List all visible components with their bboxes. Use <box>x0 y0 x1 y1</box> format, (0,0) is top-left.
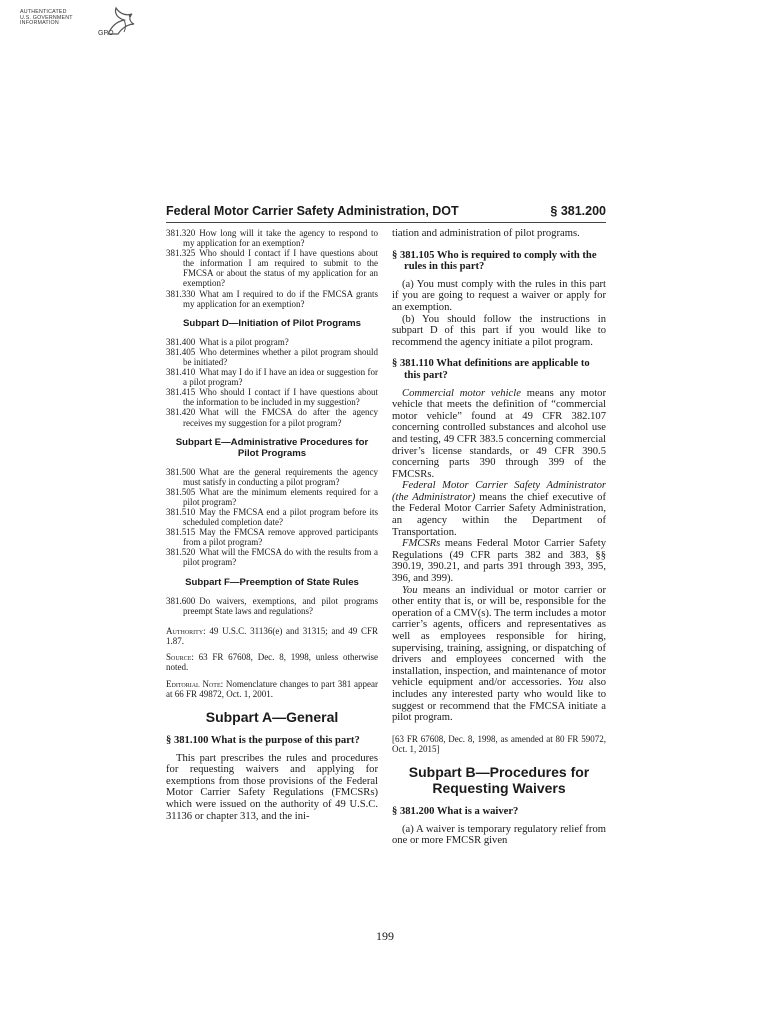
toc-list <box>166 467 378 568</box>
right-column <box>392 228 606 847</box>
left-column <box>166 228 378 822</box>
eagle-icon <box>104 4 138 38</box>
toc-list <box>166 337 378 428</box>
toc-list <box>166 596 378 616</box>
seal-line: U.S. GOVERNMENT <box>20 14 73 21</box>
amendment-citation: [63 FR 67608, Dec. 8, 1998, as amended at 80 FR 59072, Oct. 1, 2015] <box>392 733 606 754</box>
definition-you: You means an individual or motor carrier or other entity that is, or will be, responsible for the operation of a CMV(s). The term includes a motor carrier’s agents, officers and representatives as well as employees responsible for hiring, supervising, training, assigning, or dispatching of drivers and employees concerned with the installation, inspection, and maintenance of motor vehicle equipment and/or accessories. You also includes any interested party who would like to suggest or recommend that the FMCSA initiate a pilot program. <box>392 584 607 724</box>
running-head <box>166 204 606 223</box>
gpo-authentication-seal <box>20 4 142 48</box>
authority-note: Authority: 49 U.S.C. 31136(e) and 31315; and 49 CFR 1.87. <box>166 625 379 646</box>
subpart-d-heading: Subpart D—Initiation of Pilot Programs <box>182 317 362 329</box>
toc-item: 381.330 What am I required to do if the FMCSA grants my application for an exemption? <box>166 288 378 309</box>
seal-gpo-label: GPO <box>98 30 114 37</box>
subpart-b-heading: Subpart B—Procedures for Requesting Waivers <box>408 764 590 797</box>
toc-item: 381.520 What will the FMCSA do with the results from a pilot program? <box>166 547 378 568</box>
seal-line: AUTHENTICATED <box>20 9 67 15</box>
running-head-section: § 381.200 <box>550 204 606 218</box>
toc-item: 381.500 What are the general requirements the agency must satisfy in conducting a pilot program? <box>166 466 378 487</box>
section-381-200-a: (a) A waiver is temporary regulatory relief from one or more FMCSR given <box>392 823 606 847</box>
definition-cmv: Commercial motor vehicle means any motor vehicle that meets the definition of “commercial motor vehicle” found at 49 CFR 382.107 concerning controlled substances and alcohol use and testing, 49 CFR 383.5 concerning commercial driver’s license standards, or 49 CFR 390.5 concerning parts 390 through 399 of the FMCSRs. <box>392 387 606 480</box>
toc-item: 381.405 Who determines whether a pilot program should be initiated? <box>166 346 378 367</box>
editorial-note: Editorial Note: Nomenclature changes to part 381 appear at 66 FR 49872, Oct. 1, 2001. <box>166 678 379 699</box>
section-381-110-heading: § 381.110 What definitions are applicable to this part? <box>392 358 590 381</box>
section-381-105-b: (b) You should follow the instructions in subpart D of this part if you would like to recommend the agency initiate a pilot program. <box>392 313 606 348</box>
subpart-a-heading: Subpart A—General <box>205 708 339 725</box>
continued-text: tiation and administration of pilot programs. <box>392 228 580 239</box>
toc-item: 381.600 Do waivers, exemptions, and pilot programs preempt State laws and regulations? <box>166 595 378 616</box>
definition-fmcsrs: FMCSRs means Federal Motor Carrier Safety Regulations (49 CFR parts 382 and 383, §§ 390.19, 390.21, and parts 391 through 393, 395, 396, and 399). <box>392 538 606 585</box>
toc-item: 381.505 What are the minimum elements required for a pilot program? <box>166 486 378 507</box>
toc-item: 381.400 What is a pilot program? <box>166 336 289 347</box>
toc-item: 381.420 What will the FMCSA do after the agency receives my suggestion for a pilot program? <box>166 407 378 428</box>
page-number: 199 <box>376 929 394 943</box>
toc-list <box>166 228 378 309</box>
seal-line: INFORMATION <box>20 20 59 27</box>
toc-item: 381.415 Who should I contact if I have questions about the information to be included in my suggestion? <box>166 387 378 408</box>
running-head-agency: Federal Motor Carrier Safety Administration, DOT <box>166 204 459 218</box>
toc-item: 381.510 May the FMCSA end a pilot program before its scheduled completion date? <box>166 506 378 528</box>
subpart-e-heading: Subpart E—Administrative Procedures for Pilot Programs <box>175 436 369 459</box>
section-381-100-heading: § 381.100 What is the purpose of this part? <box>166 734 360 746</box>
subpart-f-heading: Subpart F—Preemption of State Rules <box>185 576 359 588</box>
source-note: Source: 63 FR 67608, Dec. 8, 1998, unless otherwise noted. <box>166 652 378 673</box>
section-381-105-a: (a) You must comply with the rules in this part if you are going to request a waiver or apply for an exemption. <box>392 278 606 313</box>
toc-item: 381.325 Who should I contact if I have questions about the information I am required to submit to the FMCSA or about the status of my application for an exemption? <box>166 248 378 289</box>
definition-administrator: Federal Motor Carrier Safety Administrator (the Administrator) means the chief executive of the Federal Motor Carrier Safety Administration, an agency within the Department of Transportation. <box>392 480 606 538</box>
section-381-200-heading: § 381.200 What is a waiver? <box>392 806 519 818</box>
section-381-105-heading: § 381.105 Who is required to comply with the rules in this part? <box>392 249 597 273</box>
toc-item: 381.320 How long will it take the agency to respond to my application for an exemption? <box>166 228 378 249</box>
section-381-100-body: This part prescribes the rules and procedures for requesting waivers and applying for exemptions from those provisions of the Federal Motor Carrier Safety Regulations (FMCSRs) which were issued on the authority of 49 U.S.C. 31136 or chapter 313, and the ini- <box>166 752 378 822</box>
seal-text <box>20 10 73 27</box>
toc-item: 381.515 May the FMCSA remove approved participants from a pilot program? <box>166 527 378 548</box>
toc-item: 381.410 What may I do if I have an idea or suggestion for a pilot program? <box>166 367 378 388</box>
